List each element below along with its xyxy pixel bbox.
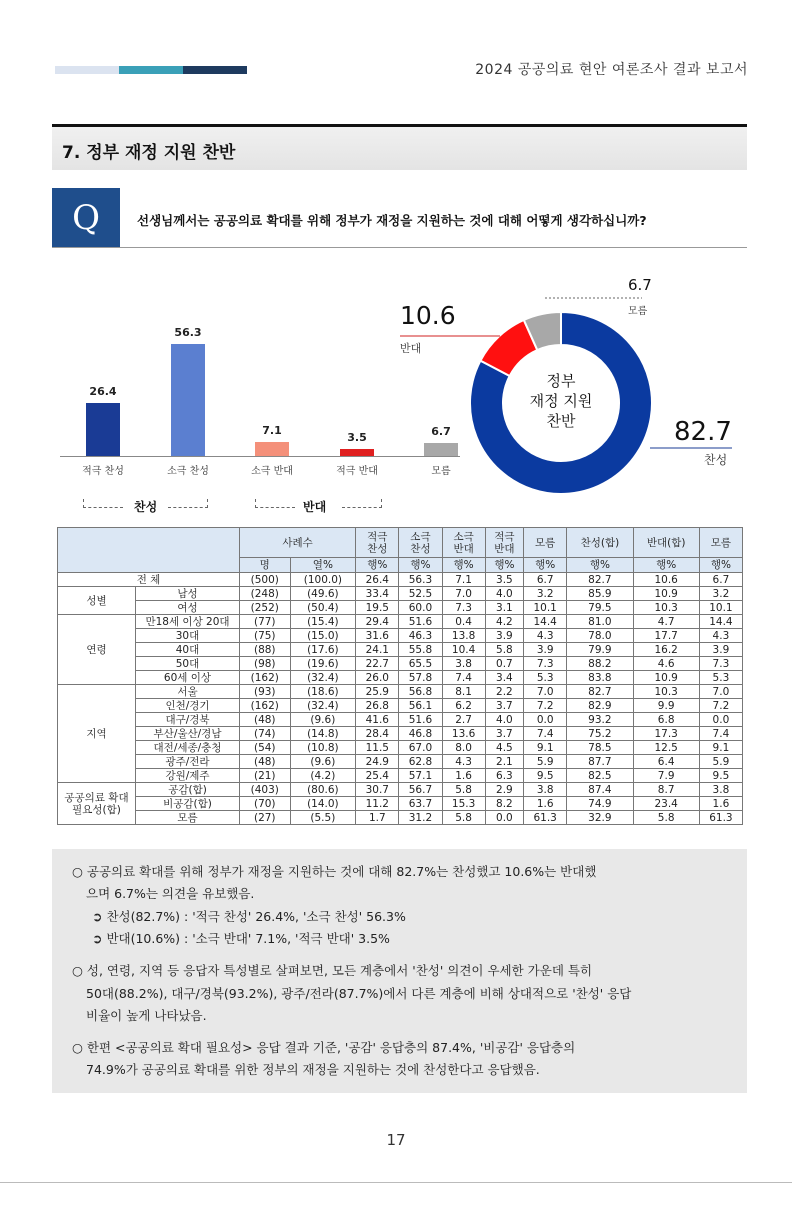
row-label: 40대 xyxy=(136,643,240,657)
cell-n: (162) xyxy=(240,671,291,685)
cell-value: 0.0 xyxy=(485,811,523,825)
cell-value: 7.4 xyxy=(442,671,485,685)
row-label: 30대 xyxy=(136,629,240,643)
th-col: 적극 반대 xyxy=(485,528,523,558)
bar-value-strong-approve: 26.4 xyxy=(89,385,117,399)
table-row xyxy=(58,811,743,825)
cell-value: 16.2 xyxy=(633,643,699,657)
group-label: 공공의료 확대 필요성(합) xyxy=(58,783,136,825)
th-unit: 행% xyxy=(524,558,567,573)
cell-value: 5.8 xyxy=(485,643,523,657)
cell-value: 7.3 xyxy=(524,657,567,671)
cell-value: 10.9 xyxy=(633,587,699,601)
table-row xyxy=(58,615,743,629)
cell-value: 7.0 xyxy=(524,685,567,699)
cell-value: 8.0 xyxy=(442,741,485,755)
row-label: 전 체 xyxy=(58,573,240,587)
cell-value: 82.7 xyxy=(567,685,633,699)
header-bar-navy xyxy=(183,66,247,74)
bar-category-strong-oppose: 적극 반대 xyxy=(336,466,378,477)
cell-n: (93) xyxy=(240,685,291,699)
cell-value: 6.2 xyxy=(442,699,485,713)
group-label-approve: 찬성 xyxy=(134,500,158,514)
question-text: 선생님께서는 공공의료 확대를 위해 정부가 재정을 지원하는 것에 대해 어떻게 생각하십니까? xyxy=(137,213,647,228)
cell-value: 26.0 xyxy=(356,671,399,685)
table-row xyxy=(58,629,743,643)
row-label: 부산/울산/경남 xyxy=(136,727,240,741)
cell-value: 7.3 xyxy=(699,657,742,671)
table-row xyxy=(58,671,743,685)
cell-value: 17.7 xyxy=(633,629,699,643)
cell-value: 56.7 xyxy=(399,783,442,797)
cell-n: (48) xyxy=(240,755,291,769)
cell-value: 81.0 xyxy=(567,615,633,629)
cell-pct: (14.8) xyxy=(290,727,356,741)
cell-value: 2.9 xyxy=(485,783,523,797)
table-row xyxy=(58,643,743,657)
th-unit: 행% xyxy=(399,558,442,573)
slice-label-unknown: 모름 xyxy=(628,306,648,317)
header-bar-teal xyxy=(119,66,183,74)
table-row xyxy=(58,797,743,811)
cell-value: 3.8 xyxy=(442,657,485,671)
group-bracket-right-2 xyxy=(342,499,382,508)
cell-n: (54) xyxy=(240,741,291,755)
cell-value: 3.4 xyxy=(485,671,523,685)
donut-chart xyxy=(380,270,760,510)
cell-pct: (49.6) xyxy=(290,587,356,601)
cell-value: 11.2 xyxy=(356,797,399,811)
table-row xyxy=(58,685,743,699)
cell-value: 7.0 xyxy=(442,587,485,601)
row-label: 여성 xyxy=(136,601,240,615)
cell-value: 55.8 xyxy=(399,643,442,657)
cell-value: 17.3 xyxy=(633,727,699,741)
page-bottom-line xyxy=(0,1182,792,1183)
summary-bullet-2: ➲ 반대(10.6%) : '소극 반대' 7.1%, '적극 반대' 3.5% xyxy=(92,931,390,946)
cell-value: 7.0 xyxy=(699,685,742,699)
cell-value: 6.7 xyxy=(524,573,567,587)
slice-label-oppose: 반대 xyxy=(400,342,422,355)
table-row xyxy=(58,769,743,783)
cell-value: 41.6 xyxy=(356,713,399,727)
row-label: 강원/제주 xyxy=(136,769,240,783)
cell-value: 2.2 xyxy=(485,685,523,699)
cell-value: 23.4 xyxy=(633,797,699,811)
cell-value: 1.7 xyxy=(356,811,399,825)
slice-value-unknown: 6.7 xyxy=(628,276,652,294)
cell-value: 10.1 xyxy=(699,601,742,615)
cell-value: 3.2 xyxy=(699,587,742,601)
cell-value: 79.5 xyxy=(567,601,633,615)
row-label: 대구/경북 xyxy=(136,713,240,727)
cell-value: 57.8 xyxy=(399,671,442,685)
cell-pct: (100.0) xyxy=(290,573,356,587)
cell-value: 3.8 xyxy=(699,783,742,797)
cell-value: 56.3 xyxy=(399,573,442,587)
cell-value: 74.9 xyxy=(567,797,633,811)
cell-value: 9.9 xyxy=(633,699,699,713)
group-bracket-left-1 xyxy=(83,499,123,508)
cell-value: 5.8 xyxy=(442,811,485,825)
cell-n: (77) xyxy=(240,615,291,629)
table-row xyxy=(58,587,743,601)
table-corner xyxy=(58,528,240,573)
table-row xyxy=(58,741,743,755)
bar-category-weak-oppose: 소극 반대 xyxy=(251,466,293,477)
cell-value: 7.2 xyxy=(524,699,567,713)
th-unit: 열% xyxy=(290,558,356,573)
table-row xyxy=(58,783,743,797)
cell-n: (74) xyxy=(240,727,291,741)
bar-strong-approve xyxy=(86,403,120,456)
cell-pct: (14.0) xyxy=(290,797,356,811)
header-color-bars xyxy=(55,66,247,74)
table-row xyxy=(58,657,743,671)
summary-p3-line1: ○ 한편 <공공의료 확대 필요성> 응답 결과 기준, '공감' 응답층의 87.4%, '비공감' 응답층의 xyxy=(72,1040,576,1055)
cell-value: 5.8 xyxy=(442,783,485,797)
row-label: 50대 xyxy=(136,657,240,671)
cell-value: 4.3 xyxy=(442,755,485,769)
question-divider xyxy=(52,247,747,248)
cell-value: 10.4 xyxy=(442,643,485,657)
cell-n: (403) xyxy=(240,783,291,797)
cell-value: 6.3 xyxy=(485,769,523,783)
group-bracket-right-1 xyxy=(168,499,208,508)
th-sample: 사례수 xyxy=(240,528,356,558)
th-col: 모름 xyxy=(524,528,567,558)
cell-value: 1.6 xyxy=(699,797,742,811)
bar-value-strong-oppose: 3.5 xyxy=(347,431,367,445)
th-unit: 행% xyxy=(567,558,633,573)
bar-value-unknown: 6.7 xyxy=(431,424,451,438)
cell-value: 11.5 xyxy=(356,741,399,755)
th-col: 소극 찬성 xyxy=(399,528,442,558)
table-row xyxy=(58,727,743,741)
cell-n: (98) xyxy=(240,657,291,671)
th-col: 반대(합) xyxy=(633,528,699,558)
cell-value: 5.3 xyxy=(524,671,567,685)
cell-n: (252) xyxy=(240,601,291,615)
cell-value: 22.7 xyxy=(356,657,399,671)
cell-value: 4.3 xyxy=(524,629,567,643)
cell-value: 51.6 xyxy=(399,713,442,727)
row-label: 모름 xyxy=(136,811,240,825)
cell-pct: (10.8) xyxy=(290,741,356,755)
cell-pct: (17.6) xyxy=(290,643,356,657)
cell-value: 3.7 xyxy=(485,699,523,713)
cell-value: 6.8 xyxy=(633,713,699,727)
cell-value: 31.2 xyxy=(399,811,442,825)
cell-value: 3.5 xyxy=(485,573,523,587)
cell-value: 33.4 xyxy=(356,587,399,601)
cell-value: 57.1 xyxy=(399,769,442,783)
cell-value: 5.9 xyxy=(699,755,742,769)
cell-value: 62.8 xyxy=(399,755,442,769)
cell-value: 10.6 xyxy=(633,573,699,587)
cell-pct: (18.6) xyxy=(290,685,356,699)
cell-value: 6.7 xyxy=(699,573,742,587)
table-row xyxy=(58,713,743,727)
slice-value-approve: 82.7 xyxy=(674,417,732,447)
header-bar-light xyxy=(55,66,119,74)
bar-category-weak-approve: 소극 찬성 xyxy=(167,466,209,477)
cell-value: 2.7 xyxy=(442,713,485,727)
cell-value: 82.7 xyxy=(567,573,633,587)
th-unit: 행% xyxy=(633,558,699,573)
th-col: 적극 찬성 xyxy=(356,528,399,558)
cell-n: (162) xyxy=(240,699,291,713)
table-row xyxy=(58,573,743,587)
row-label: 서울 xyxy=(136,685,240,699)
th-unit: 행% xyxy=(442,558,485,573)
cell-value: 7.3 xyxy=(442,601,485,615)
cell-value: 4.3 xyxy=(699,629,742,643)
bar-category-strong-approve: 적극 찬성 xyxy=(82,466,124,477)
cell-value: 14.4 xyxy=(699,615,742,629)
cell-value: 10.1 xyxy=(524,601,567,615)
cell-value: 24.9 xyxy=(356,755,399,769)
cell-value: 1.6 xyxy=(524,797,567,811)
cell-value: 25.4 xyxy=(356,769,399,783)
cell-value: 24.1 xyxy=(356,643,399,657)
cell-value: 15.3 xyxy=(442,797,485,811)
row-label: 남성 xyxy=(136,587,240,601)
slice-value-oppose: 10.6 xyxy=(400,301,456,330)
cell-value: 65.5 xyxy=(399,657,442,671)
cell-value: 88.2 xyxy=(567,657,633,671)
cell-n: (70) xyxy=(240,797,291,811)
bar-category-unknown: 모름 xyxy=(431,466,451,477)
summary-p2-line3: 비율이 높게 나타났음. xyxy=(86,1008,207,1023)
row-label: 비공감(합) xyxy=(136,797,240,811)
cell-value: 5.3 xyxy=(699,671,742,685)
cell-value: 79.9 xyxy=(567,643,633,657)
cell-value: 78.5 xyxy=(567,741,633,755)
cell-pct: (4.2) xyxy=(290,769,356,783)
report-title: 2024 공공의료 현안 여론조사 결과 보고서 xyxy=(475,62,748,78)
center-text-3: 찬반 xyxy=(546,412,576,430)
th-col: 찬성(합) xyxy=(567,528,633,558)
cell-value: 8.7 xyxy=(633,783,699,797)
cell-value: 7.4 xyxy=(524,727,567,741)
center-text-1: 정부 xyxy=(546,372,576,390)
cell-value: 4.2 xyxy=(485,615,523,629)
cell-value: 6.4 xyxy=(633,755,699,769)
bar-value-weak-oppose: 7.1 xyxy=(262,423,282,437)
cell-value: 10.3 xyxy=(633,685,699,699)
cell-value: 87.7 xyxy=(567,755,633,769)
bar-weak-approve xyxy=(171,344,205,456)
cell-value: 26.4 xyxy=(356,573,399,587)
cell-value: 0.4 xyxy=(442,615,485,629)
group-label: 성별 xyxy=(58,587,136,615)
cell-value: 31.6 xyxy=(356,629,399,643)
table-row xyxy=(58,601,743,615)
cell-value: 9.5 xyxy=(699,769,742,783)
cell-value: 46.3 xyxy=(399,629,442,643)
cell-value: 4.5 xyxy=(485,741,523,755)
cell-value: 28.4 xyxy=(356,727,399,741)
row-label: 광주/전라 xyxy=(136,755,240,769)
cell-value: 25.9 xyxy=(356,685,399,699)
crosstab-table xyxy=(57,527,743,825)
cell-pct: (32.4) xyxy=(290,699,356,713)
cell-value: 52.5 xyxy=(399,587,442,601)
cell-value: 67.0 xyxy=(399,741,442,755)
cell-value: 8.1 xyxy=(442,685,485,699)
cell-pct: (9.6) xyxy=(290,713,356,727)
cell-value: 13.8 xyxy=(442,629,485,643)
table-row xyxy=(58,755,743,769)
cell-value: 3.8 xyxy=(524,783,567,797)
cell-value: 4.0 xyxy=(485,713,523,727)
center-text-2: 재정 지원 xyxy=(529,392,593,410)
cell-value: 7.2 xyxy=(699,699,742,713)
slice-label-approve: 찬성 xyxy=(704,453,728,467)
cell-value: 9.1 xyxy=(699,741,742,755)
cell-pct: (15.4) xyxy=(290,615,356,629)
cell-value: 2.1 xyxy=(485,755,523,769)
cell-value: 3.1 xyxy=(485,601,523,615)
cell-value: 93.2 xyxy=(567,713,633,727)
table-row xyxy=(58,699,743,713)
cell-value: 3.9 xyxy=(524,643,567,657)
cell-value: 10.9 xyxy=(633,671,699,685)
cell-value: 63.7 xyxy=(399,797,442,811)
cell-value: 1.6 xyxy=(442,769,485,783)
cell-value: 87.4 xyxy=(567,783,633,797)
cell-value: 82.9 xyxy=(567,699,633,713)
cell-n: (21) xyxy=(240,769,291,783)
cell-value: 10.3 xyxy=(633,601,699,615)
cell-value: 78.0 xyxy=(567,629,633,643)
bar-strong-oppose xyxy=(340,449,374,456)
cell-value: 26.8 xyxy=(356,699,399,713)
cell-n: (248) xyxy=(240,587,291,601)
row-label: 인천/경기 xyxy=(136,699,240,713)
summary-p2-line1: ○ 성, 연령, 지역 등 응답자 특성별로 살펴보면, 모든 계층에서 '찬성' 의견이 우세한 가운데 특히 xyxy=(72,963,593,978)
cell-value: 7.4 xyxy=(699,727,742,741)
cell-value: 9.1 xyxy=(524,741,567,755)
cell-pct: (32.4) xyxy=(290,671,356,685)
cell-value: 3.9 xyxy=(699,643,742,657)
section-title: 7. 정부 재정 지원 찬반 xyxy=(62,143,236,163)
group-label: 연령 xyxy=(58,615,136,685)
cell-value: 51.6 xyxy=(399,615,442,629)
cell-value: 60.0 xyxy=(399,601,442,615)
cell-value: 61.3 xyxy=(524,811,567,825)
cell-n: (27) xyxy=(240,811,291,825)
cell-value: 7.1 xyxy=(442,573,485,587)
cell-value: 8.2 xyxy=(485,797,523,811)
cell-value: 4.7 xyxy=(633,615,699,629)
cell-value: 9.5 xyxy=(524,769,567,783)
group-label: 지역 xyxy=(58,685,136,783)
cell-value: 56.1 xyxy=(399,699,442,713)
cell-value: 0.0 xyxy=(524,713,567,727)
summary-p1-line1: ○ 공공의료 확대를 위해 정부가 재정을 지원하는 것에 대해 82.7%는 찬성했고 10.6%는 반대했 xyxy=(72,864,597,879)
bar-value-weak-approve: 56.3 xyxy=(174,326,202,339)
cell-value: 4.6 xyxy=(633,657,699,671)
cell-pct: (5.5) xyxy=(290,811,356,825)
summary-p3-line2: 74.9%가 공공의료 확대를 위한 정부의 재정을 지원하는 것에 찬성한다고 응답했음. xyxy=(86,1062,540,1077)
cell-value: 83.8 xyxy=(567,671,633,685)
cell-value: 61.3 xyxy=(699,811,742,825)
cell-value: 12.5 xyxy=(633,741,699,755)
group-label-oppose: 반대 xyxy=(303,500,327,514)
th-unit: 명 xyxy=(240,558,291,573)
cell-value: 7.9 xyxy=(633,769,699,783)
cell-value: 32.9 xyxy=(567,811,633,825)
cell-value: 56.8 xyxy=(399,685,442,699)
cell-pct: (9.6) xyxy=(290,755,356,769)
cell-value: 82.5 xyxy=(567,769,633,783)
cell-value: 19.5 xyxy=(356,601,399,615)
cell-value: 85.9 xyxy=(567,587,633,601)
cell-value: 75.2 xyxy=(567,727,633,741)
cell-value: 5.9 xyxy=(524,755,567,769)
summary-bullet-1: ➲ 찬성(82.7%) : '적극 찬성' 26.4%, '소극 찬성' 56.3% xyxy=(92,909,406,924)
th-unit: 행% xyxy=(356,558,399,573)
cell-pct: (80.6) xyxy=(290,783,356,797)
row-label: 60세 이상 xyxy=(136,671,240,685)
th-unit: 행% xyxy=(699,558,742,573)
cell-value: 14.4 xyxy=(524,615,567,629)
cell-value: 5.8 xyxy=(633,811,699,825)
group-bracket-left-2 xyxy=(255,499,295,508)
cell-value: 4.0 xyxy=(485,587,523,601)
cell-n: (500) xyxy=(240,573,291,587)
cell-value: 3.7 xyxy=(485,727,523,741)
th-col: 소극 반대 xyxy=(442,528,485,558)
page-number: 17 xyxy=(386,1131,406,1149)
th-unit: 행% xyxy=(485,558,523,573)
cell-value: 0.0 xyxy=(699,713,742,727)
cell-n: (88) xyxy=(240,643,291,657)
row-label: 공감(합) xyxy=(136,783,240,797)
cell-value: 30.7 xyxy=(356,783,399,797)
summary-p2-line2: 50대(88.2%), 대구/경북(93.2%), 광주/전라(87.7%)에서 다른 계층에 비해 상대적으로 '찬성' 응답 xyxy=(86,986,632,1001)
row-label: 대전/세종/충청 xyxy=(136,741,240,755)
th-col: 모름 xyxy=(699,528,742,558)
cell-value: 29.4 xyxy=(356,615,399,629)
question-badge: Q xyxy=(52,188,120,248)
cell-value: 0.7 xyxy=(485,657,523,671)
cell-n: (75) xyxy=(240,629,291,643)
cell-pct: (15.0) xyxy=(290,629,356,643)
cell-value: 3.9 xyxy=(485,629,523,643)
cell-value: 13.6 xyxy=(442,727,485,741)
cell-n: (48) xyxy=(240,713,291,727)
cell-pct: (50.4) xyxy=(290,601,356,615)
row-label: 만18세 이상 20대 xyxy=(136,615,240,629)
cell-value: 46.8 xyxy=(399,727,442,741)
bar-weak-oppose xyxy=(255,442,289,456)
summary-p1-line2: 으며 6.7%는 의견을 유보했음. xyxy=(86,886,255,901)
summary-box xyxy=(52,849,747,1093)
cell-pct: (19.6) xyxy=(290,657,356,671)
cell-value: 3.2 xyxy=(524,587,567,601)
